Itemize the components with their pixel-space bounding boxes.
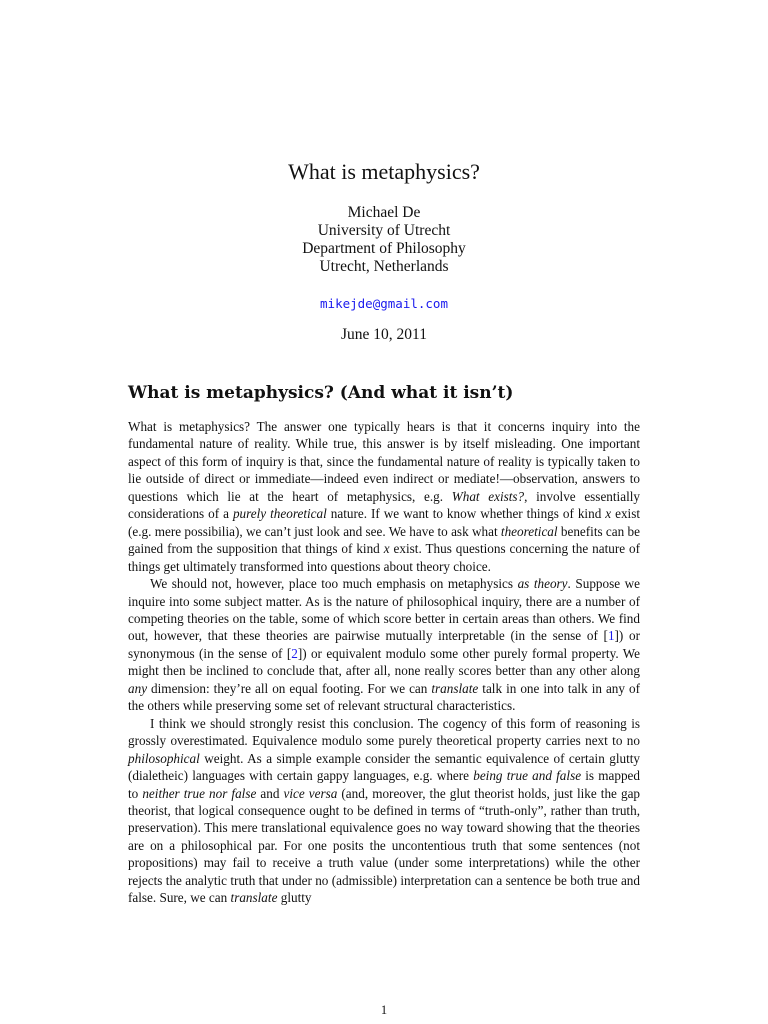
body-paragraph <box>128 715 640 907</box>
emphasis-text: x <box>605 506 612 522</box>
paragraph-text: (and, moreover, the glut theorist holds, just like the gap theorist, that logical consequence ought to be defined in terms of “truth-only”, rather than truth, preservation). This mere translational equivalence goes no way toward showing that the theories are on a philosophical par. For one posits the uncontentious truth that some sentences (not propositions) may fail to receive a truth value (under some interpretations) while the other rejects the analytic truth that under no (admissible) interpretation can a sentence be both true and false. Sure, we can <box>128 785 641 906</box>
paragraph-text: nature. If we want to know whether things of kind <box>326 506 606 522</box>
paragraph-text: I think we should strongly resist this conclusion. The cogency of this form of reasoning is grossly overestimated. Equivalence modulo some purely theoretical property carries next to no <box>128 715 640 749</box>
emphasis-text: purely theoretical <box>232 506 327 522</box>
author-department: Department of Philosophy <box>302 240 466 257</box>
title-block <box>0 158 768 186</box>
emphasis-text: any <box>128 680 148 696</box>
emphasis-text: translate <box>230 890 278 906</box>
author-location: Utrecht, Netherlands <box>319 258 449 275</box>
paragraph-text: , involve essentially considerations of a <box>128 488 640 522</box>
emphasis-text: being true and false <box>473 768 582 784</box>
section-heading: What is metaphysics? (And what it isn’t) <box>128 383 514 403</box>
paragraph-text: benefits can be gained from the supposition that things of kind <box>128 523 640 557</box>
paragraph-text: ]) or equivalent modulo some other purely formal property. We might then be inclined to conclude that, after all, none really scores better than any other along <box>128 645 640 679</box>
citation-link[interactable]: 2 <box>291 645 298 661</box>
emphasis-text: What exists? <box>451 488 525 504</box>
emphasis-text: translate <box>431 680 479 696</box>
citation-link[interactable]: 1 <box>607 628 615 644</box>
paragraph-text: We should not, however, place too much emphasis on metaphysics <box>150 576 518 592</box>
paragraph-text: weight. As a simple example consider the semantic equivalence of certain glutty (dialetheic) languages with certain gappy languages, e.g. where <box>128 750 640 784</box>
paper-title: What is metaphysics? <box>288 159 480 184</box>
author-email-link[interactable]: mikejde@gmail.com <box>320 296 448 311</box>
body-text <box>128 418 640 907</box>
emphasis-text: x <box>383 541 390 557</box>
author-affiliation: University of Utrecht <box>317 222 451 239</box>
paragraph-text: exist. Thus questions concerning the nature of things get ultimately transformed into questions about theory choice. <box>128 541 640 574</box>
paragraph-text: and <box>256 785 284 801</box>
body-paragraph <box>128 575 640 715</box>
paragraph-text: glutty <box>277 890 312 906</box>
paragraph-text: What is metaphysics? The answer one typically hears is that it concerns inquiry into the fundamental nature of reality. While true, this answer is by itself misleading. One important aspect of this form of inquiry is that, since the fundamental nature of reality is typically taken to lie outside of direct or immediate—indeed even indirect or mediate!—observation, answers to questions which lie at the heart of metaphysics, e.g. <box>128 419 640 504</box>
emphasis-text: neither true nor false <box>142 785 257 801</box>
author-name: Michael De <box>347 204 421 221</box>
paragraph-text: dimension: they’re all on equal footing. For we can <box>147 680 432 696</box>
paragraph-text: . Suppose we inquire into some subject matter. As is the nature of philosophical inquiry, there are a number of competing theories on the table, some of which score better in certain areas than others. We find out, however, that these theories are pairwise mutually interpretable (in the sense of [ <box>128 576 640 644</box>
body-paragraph <box>128 418 640 575</box>
paragraph-text: exist (e.g. mere possibilia), we can’t just look and see. We have to ask what <box>128 506 641 539</box>
paragraph-text: is mapped to <box>128 768 641 801</box>
emphasis-text: theoretical <box>500 523 558 539</box>
paragraph-text: talk in one into talk in any of the others while preserving some set of relevant structural characteristics. <box>128 680 640 714</box>
emphasis-text: as theory <box>517 576 568 592</box>
emphasis-text: philosophical <box>128 750 200 766</box>
emphasis-text: vice versa <box>283 785 338 801</box>
paragraph-text: ]) or synonymous (in the sense of [ <box>128 628 640 661</box>
author-block <box>0 204 768 276</box>
paper-date: June 10, 2011 <box>341 326 427 343</box>
page-number: 1 <box>380 1003 388 1017</box>
